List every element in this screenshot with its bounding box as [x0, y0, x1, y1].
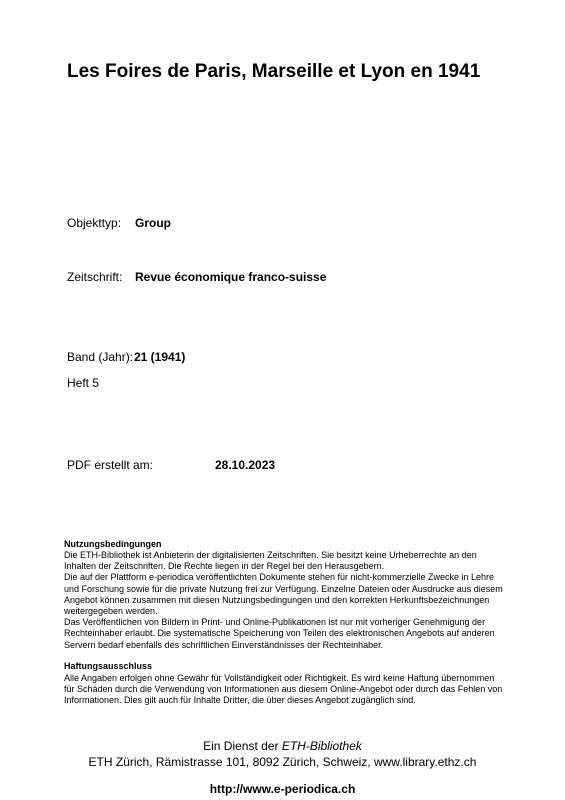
service-name: ETH-Bibliothek — [281, 739, 362, 753]
heft-label: Heft 5 — [67, 376, 100, 390]
objekttyp-label: Objekttyp: — [67, 216, 122, 230]
e-periodica-link[interactable]: http://www.e-periodica.ch — [209, 782, 356, 796]
document-title: Les Foires de Paris, Marseille et Lyon en 1941 — [67, 61, 481, 82]
service-line — [0, 738, 565, 754]
haftung-paragraph: Alle Angaben erfolgen ohne Gewähr für Vollständigkeit oder Richtigkeit. Es wird keine Haftung übernommen für Schäden durch die Verwendung von Informationen aus diesem Online-Angebot oder durch das Fehlen von Informationen. Dies gilt auch für Inhalte Dritter, die über dieses Angebot zugänglich sind. — [64, 673, 503, 706]
nutzung-paragraph: Die auf der Plattform e-periodica veröffentlichten Dokumente stehen für nicht-kommerzielle Zwecke in Lehre und Forschung sowie für die private Nutzung frei zur Verfügung. Einzelne Dateien oder Ausdrucke aus diesem Angebot können zusammen mit diesen Nutzungsbedingungen und den korrekten Herkunftsbezeichnungen weitergegeben werden. — [64, 572, 503, 617]
haftungsausschluss-heading: Haftungsausschluss — [64, 661, 153, 671]
nutzungsbedingungen-heading: Nutzungsbedingungen — [64, 539, 162, 549]
band-label: Band (Jahr): — [67, 350, 134, 364]
nutzung-paragraph: Die ETH-Bibliothek ist Anbieterin der digitalisierten Zeitschriften. Sie besitzt keine Urheberrechte an den Inhalten der Zeitschriften. Die Rechte liegen in der Regel bei den Herausgebern. — [64, 550, 477, 572]
haftungsausschluss-body — [64, 673, 504, 707]
zeitschrift-label: Zeitschrift: — [67, 270, 123, 284]
nutzungsbedingungen-body — [64, 550, 504, 651]
nutzung-paragraph: Das Veröffentlichen von Bildern in Print- und Online-Publikationen ist nur mit vorheriger Genehmigung der Rechteinhaber erlaubt. Die systematische Speicherung von Teilen des elektronischen Angebots auf anderen Servern bedarf ebenfalls des schriftlichen Einverständnisses der Rechteinhaber. — [64, 617, 495, 650]
objekttyp-value: Group — [135, 216, 171, 230]
pdf-created-value: 28.10.2023 — [215, 458, 276, 472]
pdf-created-label: PDF erstellt am: — [67, 458, 154, 472]
zeitschrift-value: Revue économique franco-suisse — [135, 270, 327, 284]
address-line: ETH Zürich, Rämistrasse 101, 8092 Zürich, Schweiz, www.library.ethz.ch — [88, 755, 477, 769]
band-value: 21 (1941) — [134, 350, 186, 364]
service-prefix: Ein Dienst der — [203, 739, 282, 753]
